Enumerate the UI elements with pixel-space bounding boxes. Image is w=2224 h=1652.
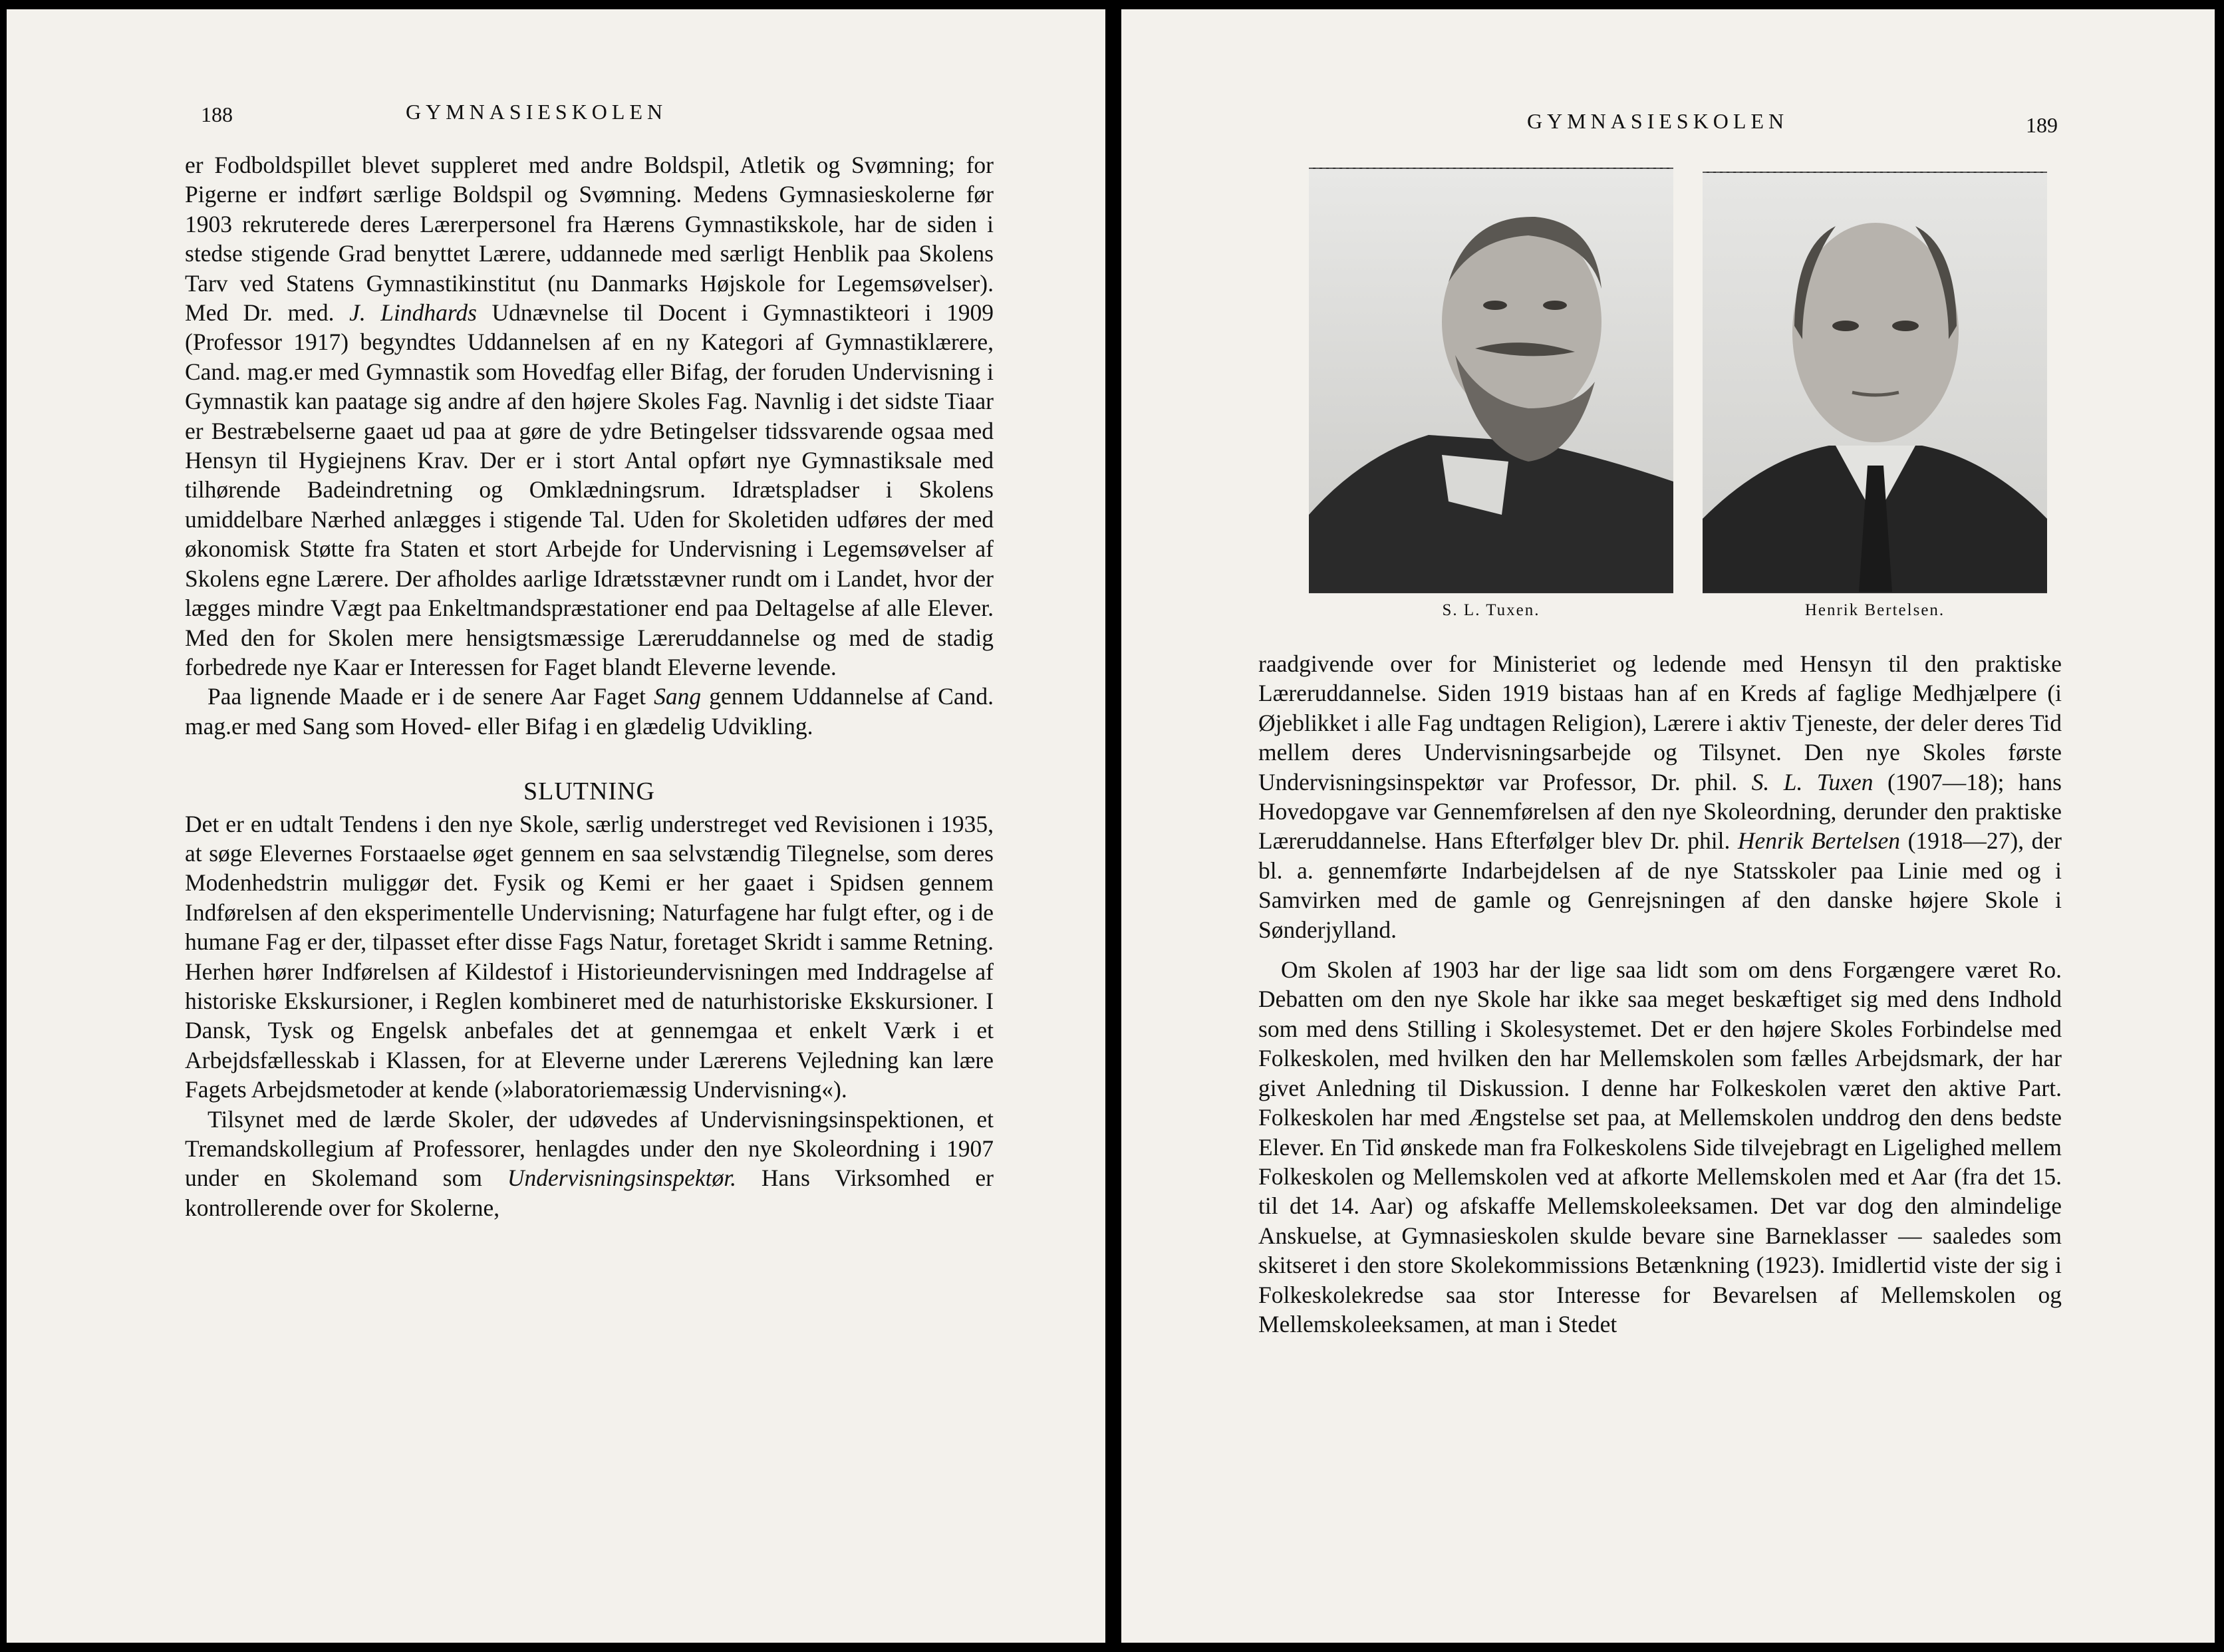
portrait-photo-bertelsen — [1703, 172, 2047, 593]
term-undervisningsinspektor: Undervisningsinspektør. — [507, 1165, 737, 1192]
paragraph: Paa lignende Maade er i de senere Aar Faget Sang gennem Uddannelse af Cand. mag.er med Sang som Hoved- eller Bifag i en glædelig Udvikling. — [185, 683, 994, 740]
page-number: 188 — [201, 102, 233, 126]
term-sang: Sang — [654, 683, 702, 710]
running-head: GYMNASIESKOLEN — [406, 100, 668, 124]
running-head: GYMNASIESKOLEN — [1527, 109, 1789, 133]
right-body-text — [1258, 649, 2062, 1339]
portrait-bertelsen-icon — [1703, 173, 2047, 592]
paragraph: Om Skolen af 1903 har der lige saa lidt som om dens Forgængere været Ro. Debatten om den nye Skole har ikke saa meget beskæftiget sig med dens Indhold som med dens Stilling i Skolesystemet. Det er den højere Skoles Forbindelse med Folkeskolen, med hvilken den har Mellemskolen som fælles Arbejdsmark, der har givet Anledning til Diskussion. I denne har Folkeskolen været den aktive Part. Folkeskolen har med Ængstelse set paa, at Mellemskolen unddrog den dens bedste Elever. En Tid ønskede man fra Folkeskolens Side tilvejebragt en Ligelighed mellem Folkeskolen og Mellemskolen ved at afkorte Mellemskolen med et Aar (fra det 15. til det 14. Aar) og afskaffe Mellemskoleeksamen. Det var dog den almindelige Anskuelse, at Gymnasieskolen skulde bevare sine Barneklasser — saaledes som skitseret i den store Skolekommissions Betænkning (1923). Imidlertid viste der sig i Folkeskolekredse saa stor Interesse for Bevarelsen af Mellemskolen og Mellemskoleeksamen, at man i Stedet — [1258, 956, 2062, 1337]
caption-bertelsen: Henrik Bertelsen. — [1804, 601, 1945, 619]
caption-tuxen: S. L. Tuxen. — [1442, 601, 1540, 619]
left-page — [7, 9, 1105, 1643]
paragraph: Tilsynet med de lærde Skoler, der udøvedes af Undervisningsinspektionen, et Tremandskollegium af Professorer, henlagdes under den nye Skoleordning i 1907 under en Skolemand som Undervisningsinspektør. Hans Virksomhed er kontrollerende over for Skolerne, — [185, 1105, 994, 1221]
page-number: 189 — [2026, 113, 2058, 137]
name-bertelsen: Henrik Bertelsen — [1737, 827, 1901, 855]
portrait-tuxen-icon — [1309, 169, 1673, 592]
portrait-photo-tuxen — [1309, 168, 1673, 593]
paragraph: Det er en udtalt Tendens i den nye Skole, særlig understreget ved Revisionen i 1935, at søge Elevernes Forstaaelse øget gennem en saa selvstændig Tilegnelse, som deres Modenhedstrin muliggør det. Fysik og Kemi er her gaaet i Spidsen gennem Indførelsen af den eksperimentelle Undervisning; Naturfagene har fulgt efter, og i de humane Fag er der, tilpasset efter disse Fags Natur, foretaget Skridt i samme Retning. Herhen hører Indførelsen af Kildestof i Historieundervisningen med Inddragelse af historiske Ekskursioner, i Reglen kombineret med de naturhistoriske Ekskursioner. I Dansk, Tysk og Engelsk anbefales det at gennemgaa et enkelt Værk i et Arbejdsfællesskab i Klassen, for at Eleverne under Lærerens Vejledning kan lære Fagets Arbejdsmetoder at kende (»laboratoriemæssig Undervisning«). — [185, 810, 994, 1103]
name-tuxen: S. L. Tuxen — [1751, 768, 1874, 795]
name-lindhard: J. Lindhards — [349, 299, 477, 327]
paragraph: er Fodboldspillet blevet suppleret med andre Boldspil, Atletik og Svømning; for Pigerne er indført særlige Boldspil og Svømning. Medens Gymnasieskolerne før 1903 rekruterede deres Lærerpersonel fra Hærens Gymnastikskole, har de siden i stedse stigende Grad benyttet Lærere, uddannede med særligt Henblik paa Skolens Tarv ved Statens Gymnastikinstitut (nu Danmarks Højskole for Legemsøvelser). Med Dr. med. J. Lindhards Udnævnelse til Docent i Gymnastikteori i 1909 (Professor 1917) begyndtes Uddannelsen af en ny Kategori af Gymnastiklærere, Cand. mag.er med Gymnastik som Hovedfag eller Bifag, der foruden Undervisning i Gymnastik kan paatage sig andre af den højere Skoles Fag. Navnlig i det sidste Tiaar er Bestræbelserne gaaet ud paa at gøre de ydre Betingelser tidssvarende ogsaa med Hensyn til Hygiejnens Krav. Der er i stort Antal opført nye Gymnastiksale med tilhørende Badeindretning og Omklædningsrum. Idrætspladser i Skolens umiddelbare Nærhed anlægges i stigende Tal. Uden for Skoletiden udføres der med økonomisk Støtte fra Staten et stort Arbejde for Undervisning i Legemsøvelser af Skolens egne Lærere. Der afholdes aarlige Idrætsstævner rundt om i Landet, hvor der lægges mindre Vægt paa Enkeltmandspræstationer end paa Deltagelse af alle Elever. Med den for Skolen mere hensigtsmæssige Læreruddannelse og med de stadig forbedrede nye Kaar er Interessen for Faget blandt Eleverne levende. — [185, 152, 994, 680]
section-heading: SLUTNING — [523, 777, 655, 806]
left-body-text — [185, 150, 994, 1222]
paragraph: raadgivende over for Ministeriet og ledende med Hensyn til den praktiske Læreruddannelse. Siden 1919 bistaas han af en Kreds af faglige Medhjælpere (i Øjeblikket i alle Fag undtagen Religion), Lærere i aktiv Tjeneste, der deler deres Tid mellem deres Undervisningsarbejde og Tilsynet. Den nye Skoles første Undervisningsinspektør var Professor, Dr. phil. S. L. Tuxen (1907—18); hans Hovedopgave var Gennemførelsen af den nye Skoleordning, derunder den praktiske Læreruddannelse. Hans Efterfølger blev Dr. phil. Henrik Bertelsen (1918—27), der bl. a. gennemførte Indarbejdelsen af de nye Statsskoler paa Linie med og i Samvirken med de gamle og Genrejsningen af den danske højere Skole i Sønderjylland. — [1258, 650, 2062, 943]
right-page — [1121, 9, 2215, 1643]
